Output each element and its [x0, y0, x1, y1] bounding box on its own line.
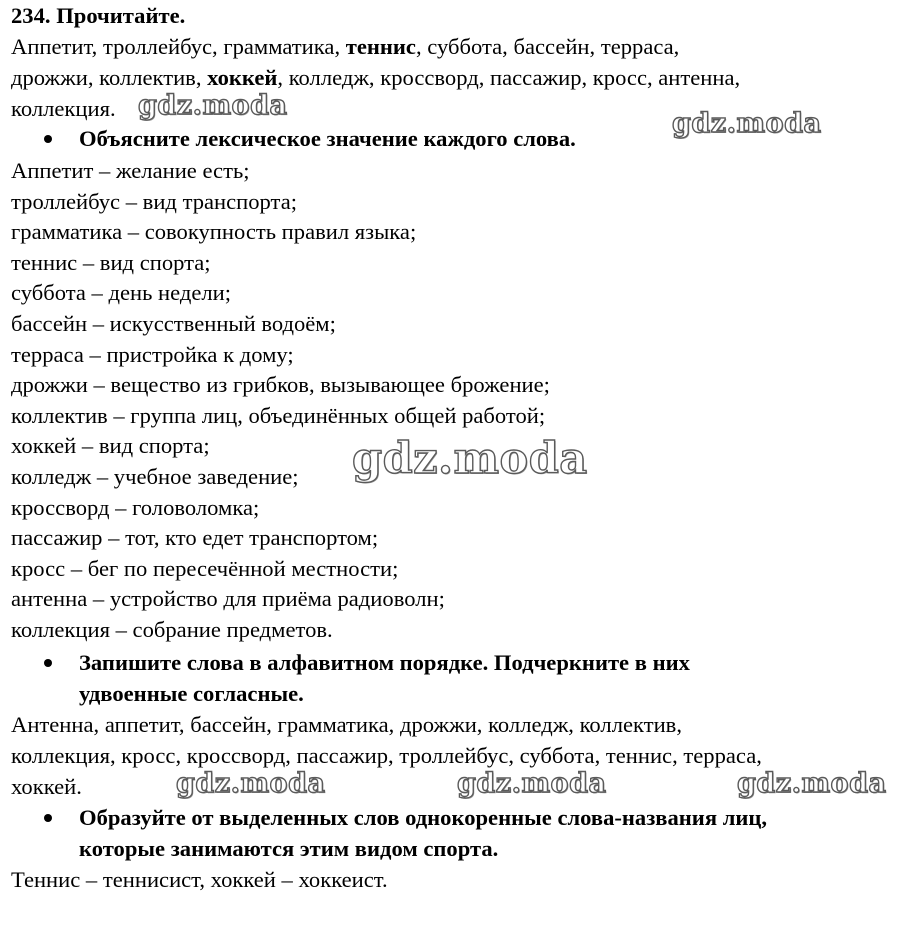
document-page: 234. Прочитайте. Аппетит, троллейбус, грамматика, теннис, суббота, бассейн, терраса, дрожжи, коллектив, хоккей, колледж, кроссворд, пассажир, кросс, антенна, коллекция. Объясните лексическое значение каждого слова. Аппетит – желание есть; троллейбус – вид транспорта; грамматика – совокупность правил языка; теннис – вид спорта; суббота – день недели; бассейн – искусственный водоём; терраса – пристройка к дому; дрожжи – вещество из грибков, вызывающее брожение; коллектив – группа лиц, объединённых общей работой; хоккей – вид спорта; колледж – учебное заведение; кроссворд – головоломка; пассажир – тот, кто едет транспортом; кросс – бег по пересечённой местности; антенна – устройство для приёма радиоволн; коллекция – собрание предметов. Запишите слова в алфавитном порядке. Подчеркните в них удвоенные согласные. Антенна, аппетит, бассейн, грамматика, дрожжи, колледж, коллектив, коллекция, кросс, кроссворд, пассажир, троллейбус, суббота, теннис, терраса, хоккей. Образуйте от выделенных слов однокоренные слова-названия лиц, которые занимаются этим видом спорта. Теннис – теннисист, хоккей – хоккеист. gdz.moda gdz.moda gdz.moda gdz.moda gdz.moda gdz.moda: [0, 0, 913, 929]
definition-line: бассейн – искусственный водоём;: [11, 311, 336, 336]
task2-answer-line-1: Антенна, аппетит, бассейн, грамматика, дрожжи, колледж, коллектив,: [11, 712, 682, 737]
watermark-logo: gdz.moda: [352, 434, 588, 484]
definition-line: колледж – учебное заведение;: [11, 464, 299, 489]
task3-answer: Теннис – теннисист, хоккей – хоккеист.: [11, 867, 388, 892]
word-list-text: Аппетит, троллейбус, грамматика,: [11, 34, 346, 59]
definition-line: грамматика – совокупность правил языка;: [11, 219, 417, 245]
word-list-text: дрожжи, коллектив,: [11, 65, 208, 90]
definition-line: Аппетит – желание есть;: [11, 158, 250, 183]
highlighted-word-tennis: теннис: [345, 34, 416, 59]
watermark-logo: gdz.moda: [138, 90, 288, 121]
definition-line: хоккей – вид спорта;: [11, 433, 210, 459]
definition-line: троллейбус – вид транспорта;: [11, 188, 298, 214]
word-list-text: , суббота, бассейн, терраса,: [415, 34, 680, 59]
definition-line: теннис – вид спорта;: [11, 249, 211, 275]
bullet-icon: [44, 135, 52, 143]
watermark-logo: gdz.moda: [672, 108, 822, 139]
definition-line: суббота – день недели;: [11, 280, 232, 306]
definition-line: антенна – устройство для приёма радиоволн;: [11, 586, 445, 612]
definition-line: дрожжи – вещество из грибков, вызывающее брожение;: [11, 372, 550, 398]
highlighted-word-hockey: хоккей: [207, 65, 278, 90]
definition-line: коллекция – собрание предметов.: [11, 617, 333, 642]
watermark-logo: gdz.moda: [737, 768, 887, 799]
watermark-logo: gdz.moda: [457, 768, 607, 799]
word-list-line-2: [11, 62, 740, 93]
word-list-text: , колледж, кроссворд, пассажир, кросс, антенна,: [277, 65, 741, 90]
word-list-line-1: [11, 31, 679, 62]
task2-answer-line-2: коллекция, кросс, кроссворд, пассажир, троллейбус, суббота, теннис, терраса,: [11, 743, 762, 768]
watermark-logo: gdz.moda: [176, 768, 326, 799]
bullet-icon: [44, 814, 52, 822]
definition-line: кроссворд – головоломка;: [11, 494, 260, 520]
bullet-icon: [44, 659, 52, 667]
word-list-line-3: коллекция.: [11, 96, 116, 121]
definition-line: терраса – пристройка к дому;: [11, 341, 294, 367]
definition-line: кросс – бег по пересечённой местности;: [11, 555, 399, 581]
definition-line: коллектив – группа лиц, объединённых общей работой;: [11, 402, 546, 428]
task2-answer-line-3: хоккей.: [11, 774, 82, 799]
definition-line: пассажир – тот, кто едет транспортом;: [11, 525, 379, 551]
exercise-title: 234. Прочитайте.: [11, 3, 186, 28]
